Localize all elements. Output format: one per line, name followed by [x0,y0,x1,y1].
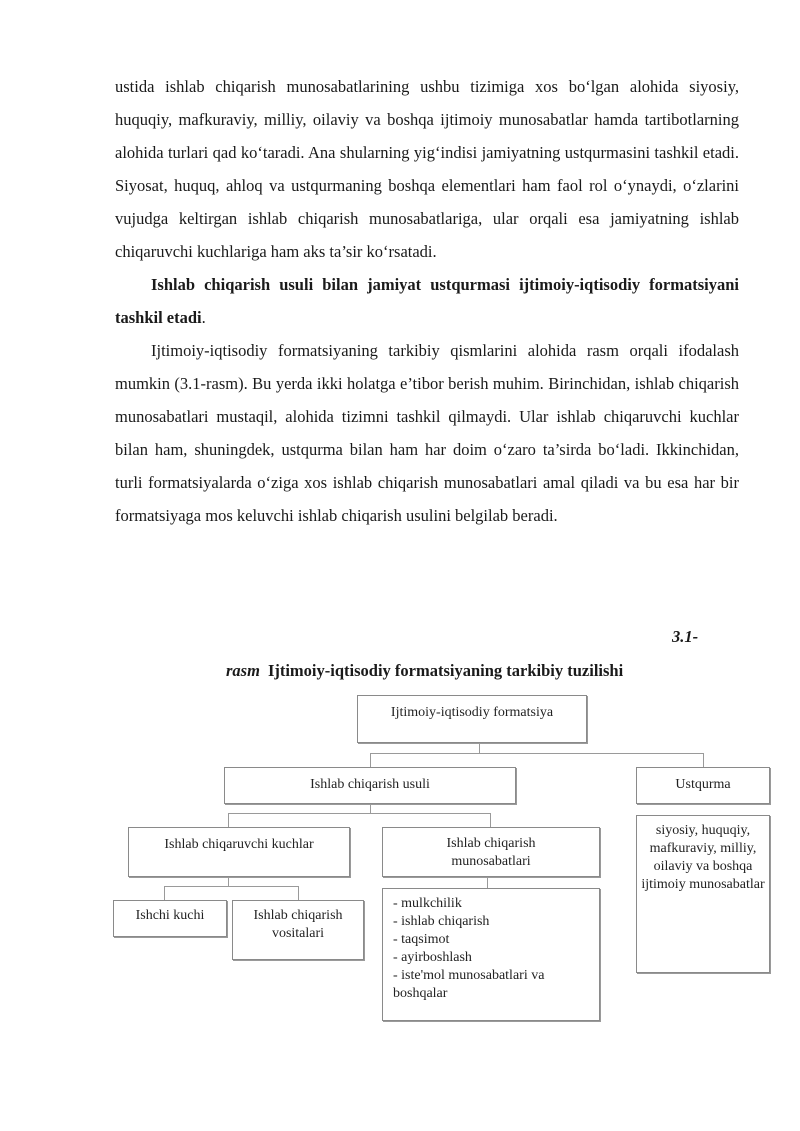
figure-number: 3.1- [672,627,699,646]
box-superstructure [636,767,770,804]
body-text [115,70,739,532]
relations-list-item: - ishlab chiqarish [393,914,490,929]
box-production-relations-label: Ishlab chiqarish munosabatlari [446,836,536,869]
relations-list-item: - mulkchilik [393,896,462,911]
box-labor-force [113,900,227,937]
box-labor-force-label: Ishchi kuchi [135,908,205,923]
box-means-of-production-label: Ishlab chiqarish vositalari [253,908,343,941]
box-production-mode-label: Ishlab chiqarish usuli [310,777,430,792]
box-production-relations [382,827,600,877]
box-means-of-production [232,900,364,960]
connector-line [228,813,229,827]
connector-line [370,753,371,767]
paragraph-2 [115,268,739,334]
connector-line [228,876,229,886]
box-relations-list [382,888,600,1021]
box-superstructure-detail-label: siyosiy, huquqiy, mafkuraviy, milliy, oilaviy va boshqa ijtimoiy munosabatlar [641,823,765,892]
figure-caption [226,661,623,681]
figure-caption-title: Ijtimoiy-iqtisodiy formatsiyaning tarkibiy tuzilishi [267,661,624,680]
box-root-formation [357,695,587,743]
relations-list-item: - taqsimot [393,932,450,947]
box-superstructure-detail [636,815,770,973]
box-production-mode [224,767,516,804]
figure-caption-rasm: rasm [226,661,260,680]
connector-line [479,742,480,753]
paragraph-2-end: . [201,308,206,327]
connector-line [487,876,488,888]
box-root-label: Ijtimoiy-iqtisodiy formatsiya [390,705,554,720]
connector-line [228,813,490,814]
connector-line [298,886,299,900]
connector-line [164,886,165,900]
relations-list-item: - ayirboshlash [393,950,472,965]
connector-line [490,813,491,827]
box-productive-forces [128,827,350,877]
box-productive-forces-label: Ishlab chiqaruvchi kuchlar [164,837,314,852]
paragraph-2-bold: Ishlab chiqarish usuli bilan jamiyat ustqurmasi ijtimoiy-iqtisodiy formatsiyani tashkil etadi [115,275,739,327]
box-superstructure-label: Ustqurma [675,777,731,792]
paragraph-1: ustida ishlab chiqarish munosabatlarining ushbu tizimiga xos bo‘lgan alohida siyosiy, huquqiy, mafkuraviy, milliy, oilaviy va boshqa ijtimoiy munosabatlar hamda tartibotlarning alohida turlari qad ko‘taradi. Ana shularning yig‘indisi jamiyatning ustqurmasini tashkil etadi. Siyosat, huquq, ahloq va ustqurmaning boshqa elementlari ham faol rol o‘ynaydi, o‘zlarini vujudga keltirgan ishlab chiqarish munosabatlariga, ular orqali esa jamiyatning ishlab chiqaruvchi kuchlariga ham aks ta’sir ko‘rsatadi. [115,77,739,261]
connector-line [370,803,371,813]
relations-list-item: - iste'mol munosabatlari va boshqalar [393,968,545,1001]
connector-line [703,753,704,767]
connector-line [164,886,298,887]
connector-line [370,753,703,754]
paragraph-3: Ijtimoiy-iqtisodiy formatsiyaning tarkibiy qismlarini alohida rasm orqali ifodalash mumkin (3.1-rasm). Bu yerda ikki holatga e’tibor berish muhim. Birinchidan, ishlab chiqarish munosabatlari mustaqil, alohida tizimni tashkil qilmaydi. Ular ishlab chiqaruvchi kuchlar bilan ham, shuningdek, ustqurma bilan ham har doim o‘zaro ta’sirda bo‘ladi. Ikkinchidan, turli formatsiyalarda o‘ziga xos ishlab chiqarish munosabatlari amal qiladi va bu esa har bir formatsiyaga mos keluvchi ishlab chiqarish usulini belgilab beradi. [115,341,739,525]
